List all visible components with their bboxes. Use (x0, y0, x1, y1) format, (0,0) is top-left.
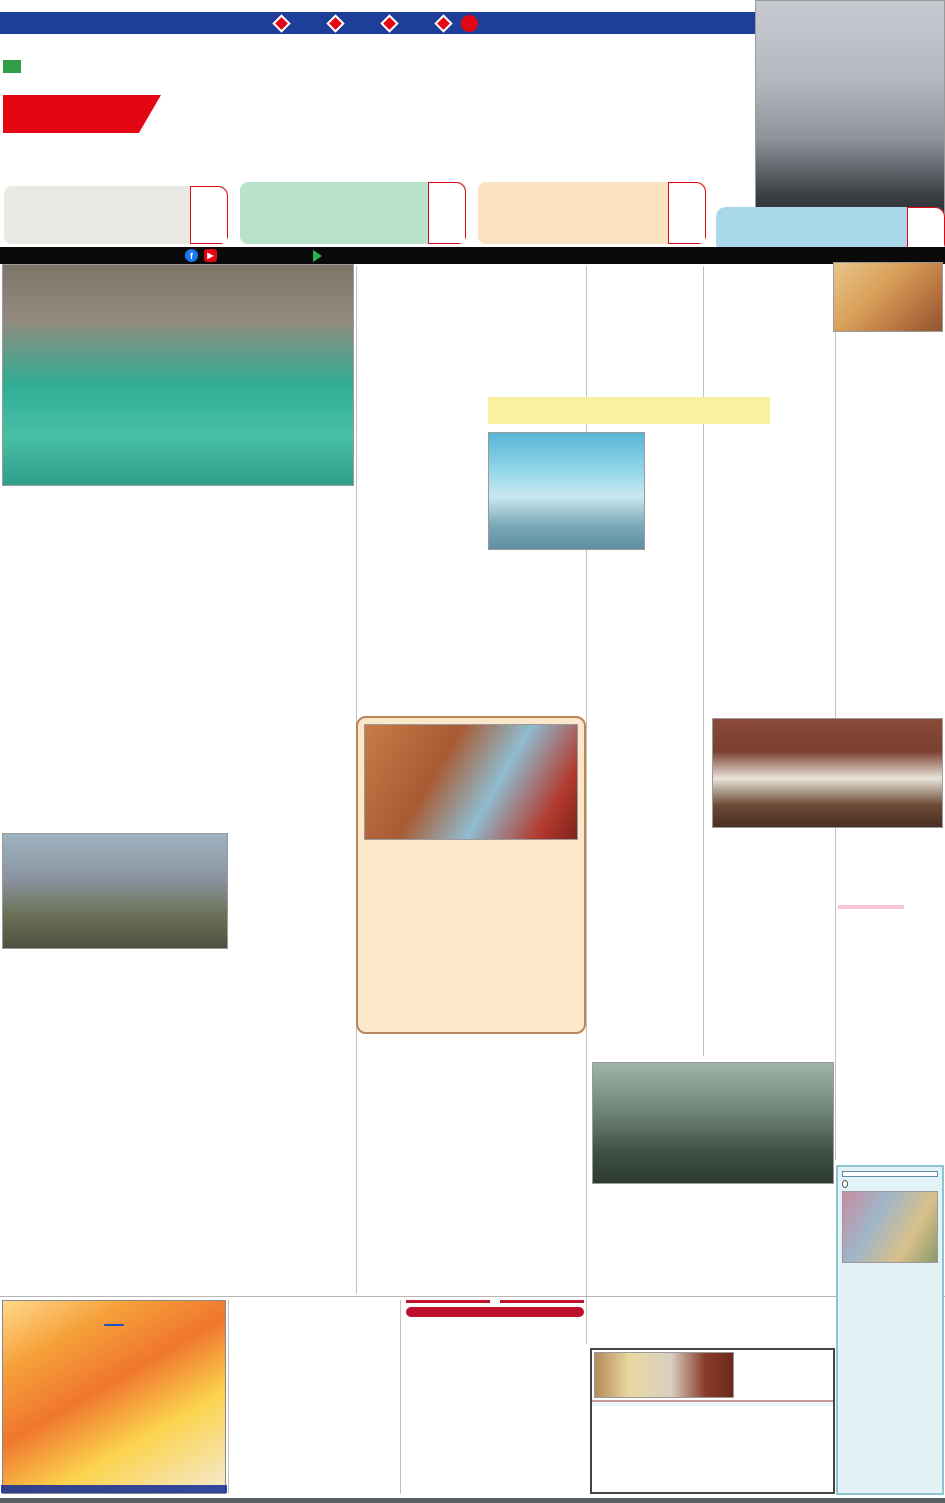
column-divider (703, 266, 704, 1056)
article-body (592, 1256, 834, 1342)
diamond-icon (434, 14, 452, 32)
teaser-google-meta[interactable] (240, 182, 466, 244)
youtube-icon: ▶ (204, 249, 217, 262)
corner-mark (3, 60, 21, 73)
article-body (652, 432, 822, 510)
article-body (488, 570, 700, 718)
phone-number (736, 1349, 833, 1356)
article-body (232, 929, 354, 1075)
issue-year (275, 17, 295, 30)
issue-pages (383, 17, 403, 30)
icu-kicker-strip (488, 397, 770, 424)
walkout-highlight (838, 905, 904, 909)
article-body (590, 840, 700, 1058)
invitation-left[interactable] (232, 1300, 396, 1494)
page-tab (668, 182, 706, 244)
diamond-icon (272, 14, 290, 32)
ad-divider (400, 1300, 401, 1494)
article-body (833, 427, 943, 539)
article-body (184, 724, 354, 834)
article-body (2, 1043, 228, 1153)
article-body (708, 570, 826, 718)
parliament-photo (2, 264, 354, 486)
article-body (358, 1132, 586, 1292)
article-body (184, 601, 354, 655)
checkpoint-photo (2, 833, 228, 949)
issue-number (329, 17, 349, 30)
article-body (833, 618, 943, 716)
ad-divider (228, 1300, 229, 1494)
page-tab (428, 182, 466, 244)
diamond-icon (326, 14, 344, 32)
sagar-runi-photo (833, 262, 943, 332)
article-body (232, 1164, 354, 1294)
baby-photo (364, 724, 578, 840)
news-bubble (842, 1180, 848, 1188)
invite-schedule (406, 1307, 584, 1317)
eid-ad[interactable] (2, 1300, 226, 1494)
navbar (0, 247, 945, 264)
issue-info-bar (0, 12, 757, 34)
teaser-tree-plantation[interactable] (478, 182, 706, 244)
eid-ad-line2 (104, 1324, 124, 1326)
teaser-text (478, 182, 668, 244)
article-continuation (838, 905, 943, 1161)
perfume-ad[interactable] (590, 1348, 835, 1494)
poem-news-photo (842, 1191, 938, 1263)
teaser-text (4, 186, 190, 244)
invitation-right[interactable] (406, 1300, 584, 1494)
article-body (705, 905, 831, 1057)
issue-price (437, 15, 482, 32)
price-circle (461, 15, 478, 32)
article-body (2, 601, 174, 835)
day-flag (3, 95, 161, 133)
poem-box-title (842, 1171, 938, 1177)
facebook-link[interactable] (185, 249, 223, 262)
poem-box (836, 1165, 944, 1495)
perfume-ad-body (592, 1402, 833, 1406)
article-body (360, 360, 478, 546)
hospital-photo (488, 432, 645, 550)
column-divider (586, 266, 587, 1344)
playstore-link[interactable] (313, 250, 328, 262)
page-tab (190, 186, 228, 244)
diamond-icon (380, 14, 398, 32)
vijay-photo (755, 0, 945, 232)
facebook-icon: f (185, 249, 198, 262)
article-body (364, 846, 578, 984)
press-conference-photo (712, 718, 943, 828)
perfume-bottles-photo (594, 1352, 734, 1398)
water-minister-photo (592, 1062, 834, 1184)
teaser-text (240, 182, 428, 244)
play-icon (313, 250, 322, 262)
motherless-baby-box (356, 716, 586, 1034)
article-body (2, 1230, 228, 1294)
teaser-trump[interactable] (4, 186, 228, 244)
